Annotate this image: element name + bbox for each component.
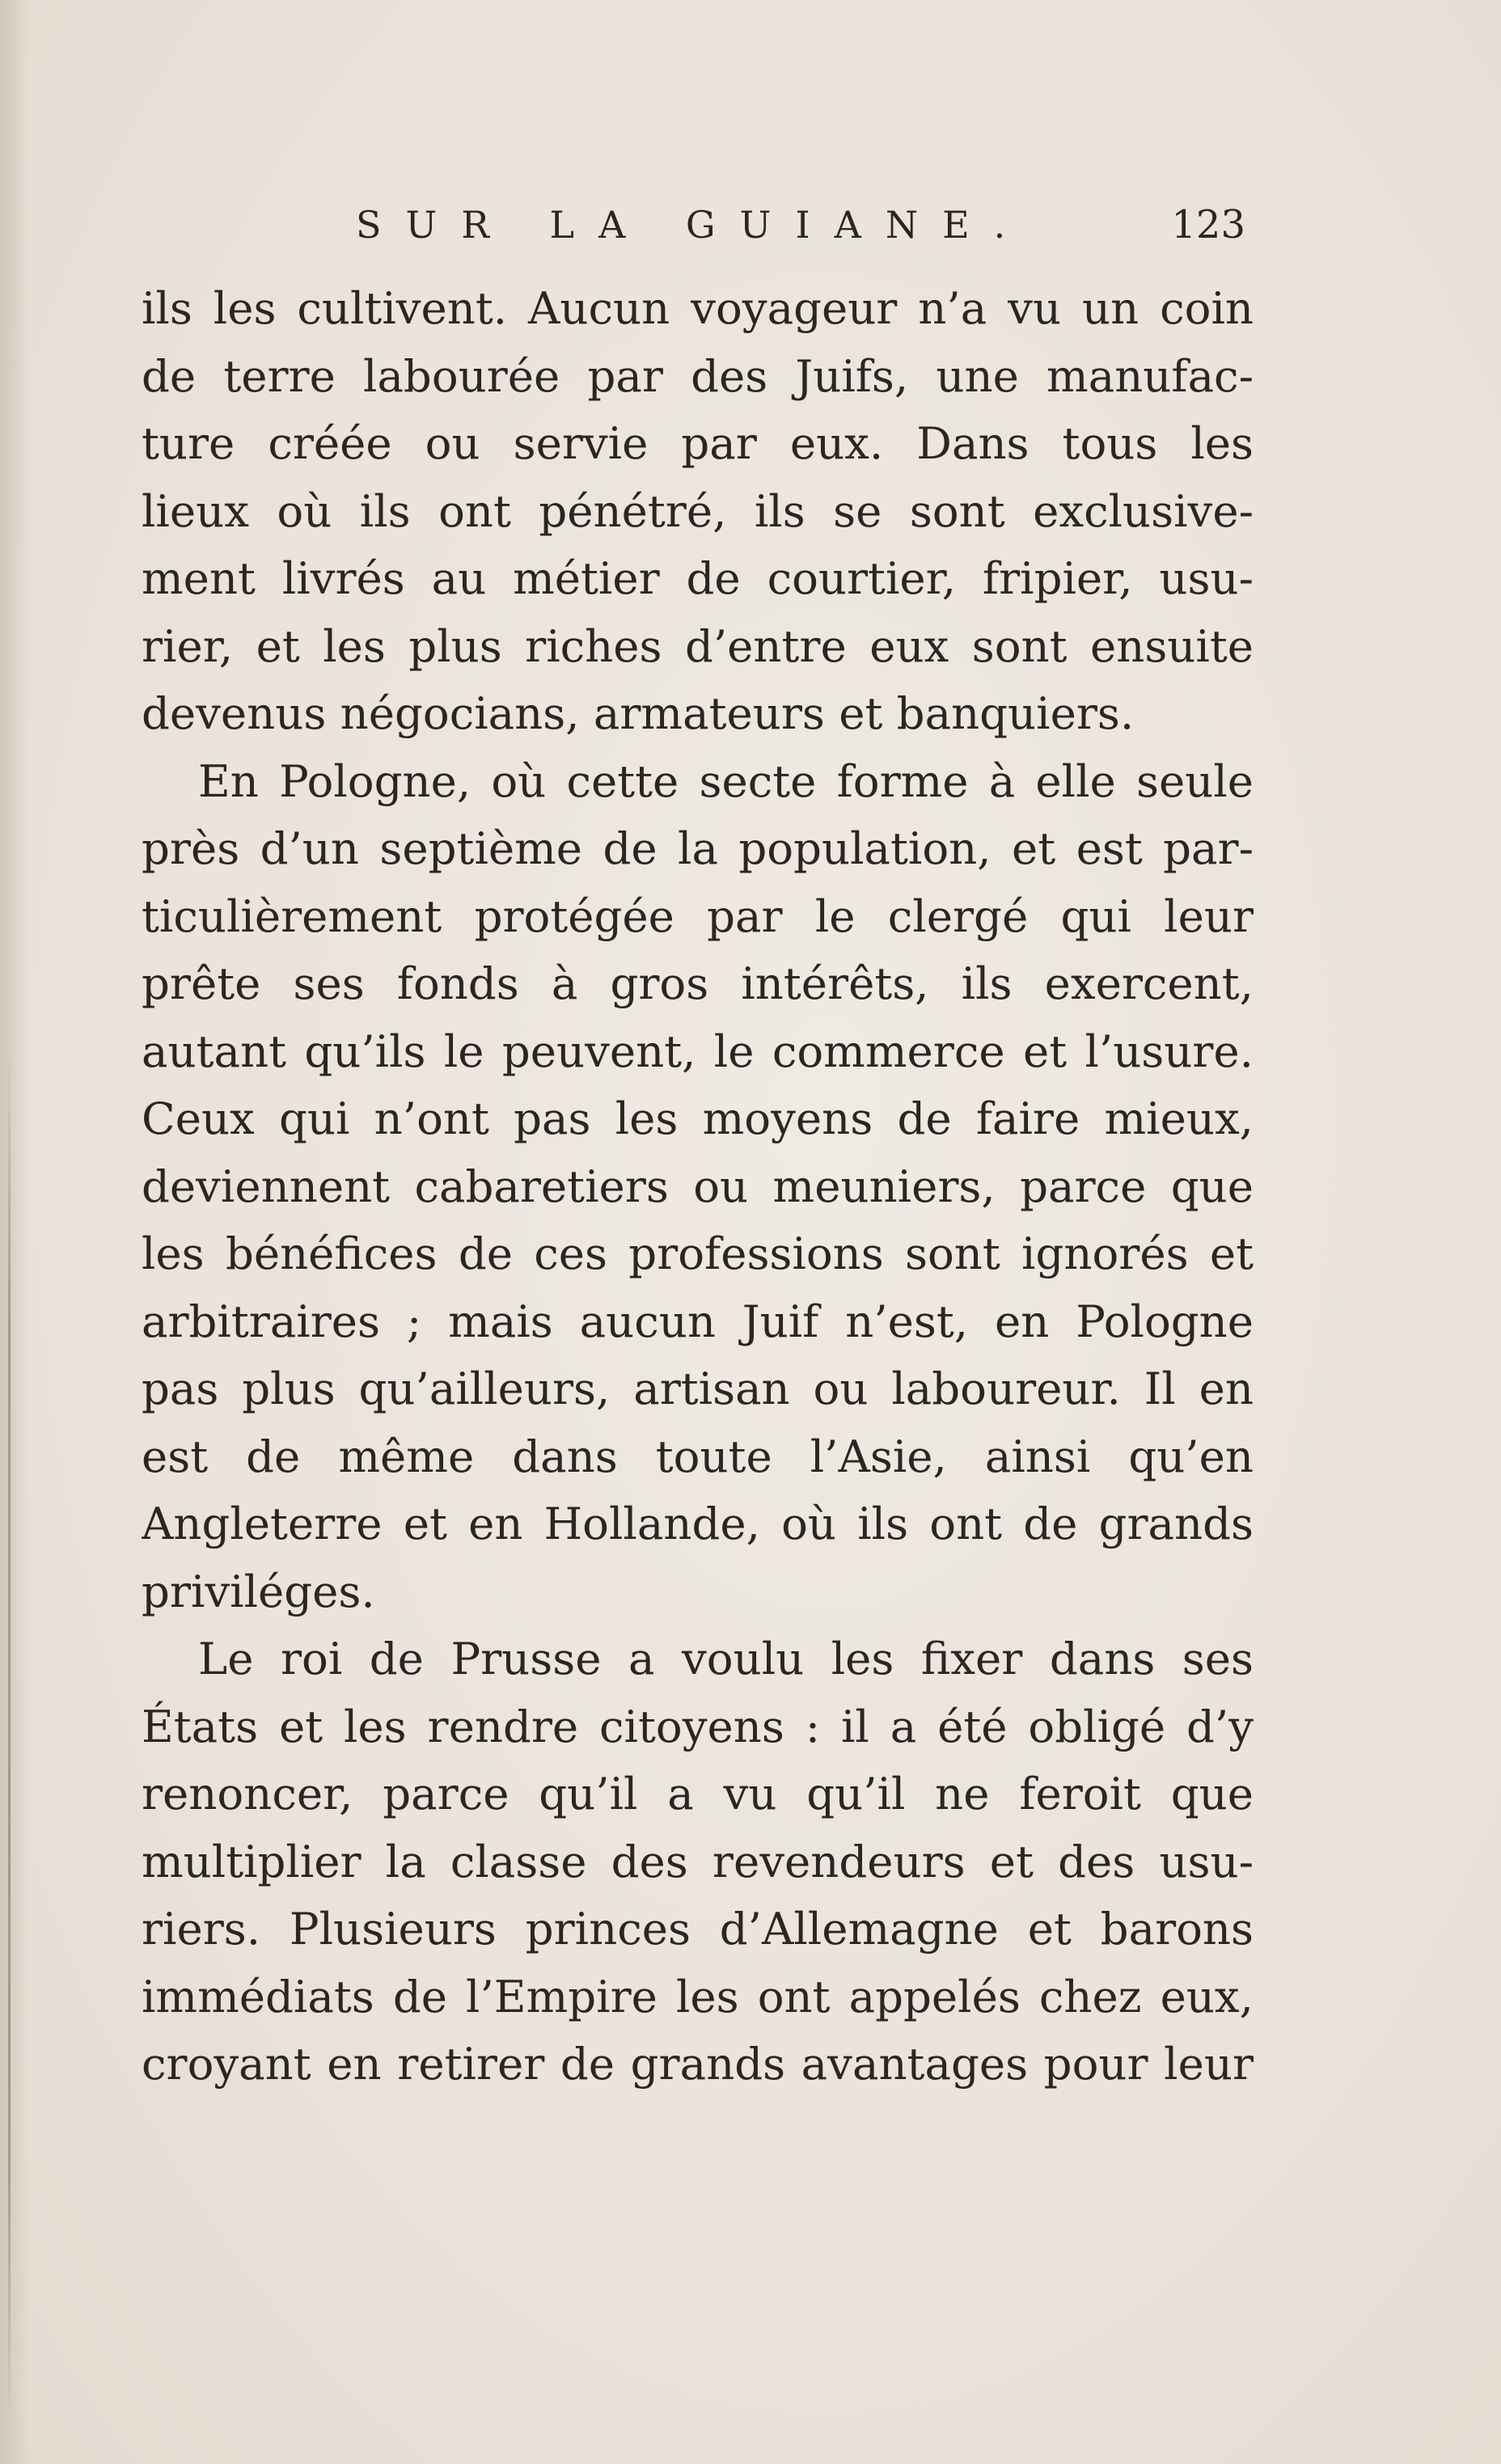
text-line: rier, et les plus riches d’entre eux sont ensuite — [142, 619, 1254, 672]
text-line: prête ses fonds à gros intérêts, ils exercent, — [142, 957, 1254, 1009]
paragraph-first-line: Le roi de Prusse a voulu les fixer dans ses — [198, 1633, 1254, 1684]
page-gutter-shadow — [0, 0, 29, 2464]
text-line: ment livrés au métier de courtier, fripier, usu- — [142, 552, 1254, 604]
text-line: les bénéfices de ces professions sont ignorés et — [142, 1228, 1254, 1279]
text-line: arbitraires ; mais aucun Juif n’est, en Pologne — [142, 1295, 1254, 1347]
text-line: autant qu’ils le peuvent, le commerce et l’usure. — [142, 1025, 1254, 1077]
text-line: renoncer, parce qu’il a vu qu’il ne feroit que — [142, 1768, 1254, 1819]
text-line: ils les cultivent. Aucun voyageur n’a vu un coin — [142, 282, 1254, 334]
page-header — [356, 201, 1245, 249]
text-line: croyant en retirer de grands avantages pour leur — [142, 2038, 1254, 2090]
text-line: près d’un septième de la population, et est par- — [142, 822, 1254, 874]
text-line: pas plus qu’ailleurs, artisan ou laboureur. Il en — [142, 1363, 1254, 1414]
body-text — [142, 275, 1254, 2098]
text-line: devenus négocians, armateurs et banquiers. — [142, 687, 1135, 739]
text-line: États et les rendre citoyens : il a été obligé d’y — [142, 1700, 1254, 1752]
text-line: immédiats de l’Empire les ont appelés chez eux, — [142, 1970, 1254, 2022]
paragraph-first-line: En Pologne, où cette secte forme à elle seule — [198, 754, 1254, 807]
text-line: priviléges. — [142, 1565, 375, 1617]
text-line: deviennent cabaretiers ou meuniers, parce que — [142, 1160, 1254, 1212]
text-line: ticulièrement protégée par le clergé qui leur — [142, 890, 1254, 942]
text-line: est de même dans toute l’Asie, ainsi qu’en — [142, 1430, 1254, 1482]
text-line: ture créée ou servie par eux. Dans tous les — [142, 417, 1254, 469]
text-line: Angleterre et en Hollande, où ils ont de grands — [142, 1498, 1254, 1549]
page-gutter-edge — [8, 1051, 11, 2426]
text-line: lieux où ils ont pénétré, ils se sont exclusive- — [142, 484, 1254, 537]
page-number: 123 — [1171, 202, 1245, 247]
text-line: riers. Plusieurs princes d’Allemagne et barons — [142, 1903, 1254, 1955]
text-line: Ceux qui n’ont pas les moyens de faire mieux, — [142, 1093, 1254, 1144]
running-title: SUR LA GUIANE. — [356, 203, 1030, 247]
text-line: de terre labourée par des Juifs, une manufac- — [142, 349, 1254, 402]
text-line: multiplier la classe des revendeurs et des usu- — [142, 1835, 1254, 1887]
